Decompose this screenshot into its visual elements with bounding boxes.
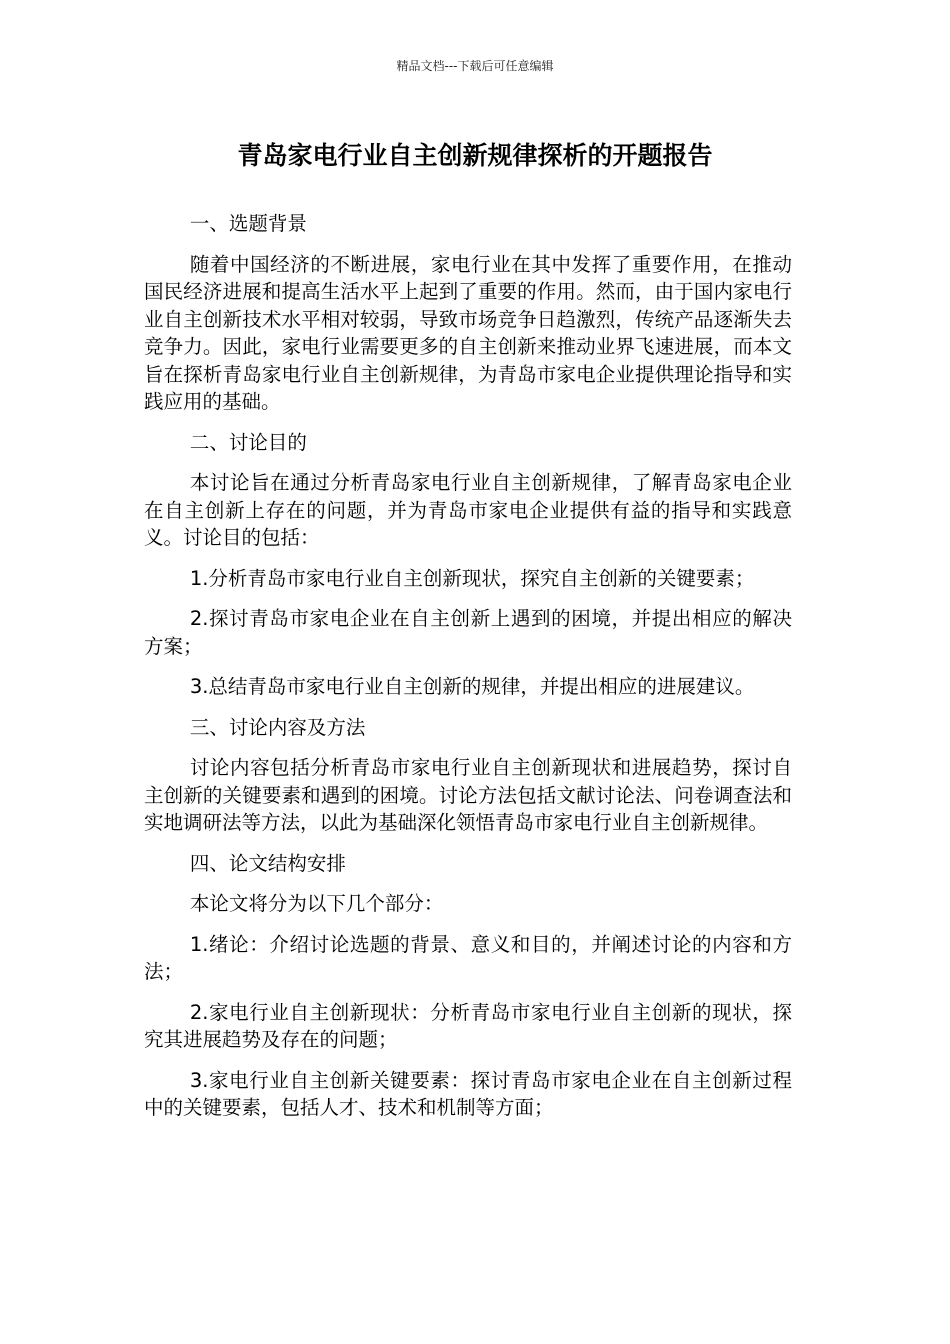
paragraph-background: 随着中国经济的不断进展，家电行业在其中发挥了重要作用，在推动国民经济进展和提高生活水平上起到了重要的作用。然而，由于国内家电行业自主创新技术水平相对较弱，导致市场竞争日趋激烈，传统产品逐渐失去竞争力。因此，家电行业需要更多的自主创新来推动业界飞速进展，而本文旨在探析青岛家电行业自主创新规律，为青岛市家电企业提供理论指导和实践应用的基础。	[144, 252, 792, 413]
list-item-structure-2: 2.家电行业自主创新现状：分析青岛市家电行业自主创新的现状，探究其进展趋势及存在的问题；	[144, 1000, 792, 1051]
section-heading-structure: 四、论文结构安排	[189, 851, 346, 875]
paragraph-structure-intro: 本论文将分为以下几个部分：	[189, 892, 444, 915]
list-item-purpose-3: 3.总结青岛市家电行业自主创新的规律，并提出相应的进展建议。	[189, 675, 755, 698]
list-item-purpose-2: 2.探讨青岛市家电企业在自主创新上遇到的困境，并提出相应的解决方案；	[144, 607, 792, 658]
section-heading-content-method: 三、讨论内容及方法	[189, 715, 366, 739]
document-body	[144, 210, 792, 1135]
paragraph-purpose: 本讨论旨在通过分析青岛家电行业自主创新规律，了解青岛家电企业在自主创新上存在的问题，并为青岛市家电企业提供有益的指导和实践意义。讨论目的包括：	[144, 471, 792, 549]
list-item-structure-1: 1.绪论：介绍讨论选题的背景、意义和目的，并阐述讨论的内容和方法；	[144, 932, 792, 983]
paragraph-content-method: 讨论内容包括分析青岛市家电行业自主创新现状和进展趋势，探讨自主创新的关键要素和遇到的困境。讨论方法包括文献讨论法、问卷调查法和实地调研法等方法，以此为基础深化领悟青岛市家电行业自主创新规律。	[144, 756, 792, 834]
section-heading-purpose: 二、讨论目的	[189, 430, 307, 454]
list-item-purpose-1: 1.分析青岛市家电行业自主创新现状，探究自主创新的关键要素；	[189, 566, 755, 590]
page-header: 精品文档---下载后可任意编辑	[396, 59, 554, 73]
document-title: 青岛家电行业自主创新规律探析的开题报告	[237, 141, 713, 170]
section-heading-background: 一、选题背景	[189, 212, 307, 235]
list-item-structure-3: 3.家电行业自主创新关键要素：探讨青岛市家电企业在自主创新过程中的关键要素，包括人才、技术和机制等方面；	[144, 1068, 792, 1119]
